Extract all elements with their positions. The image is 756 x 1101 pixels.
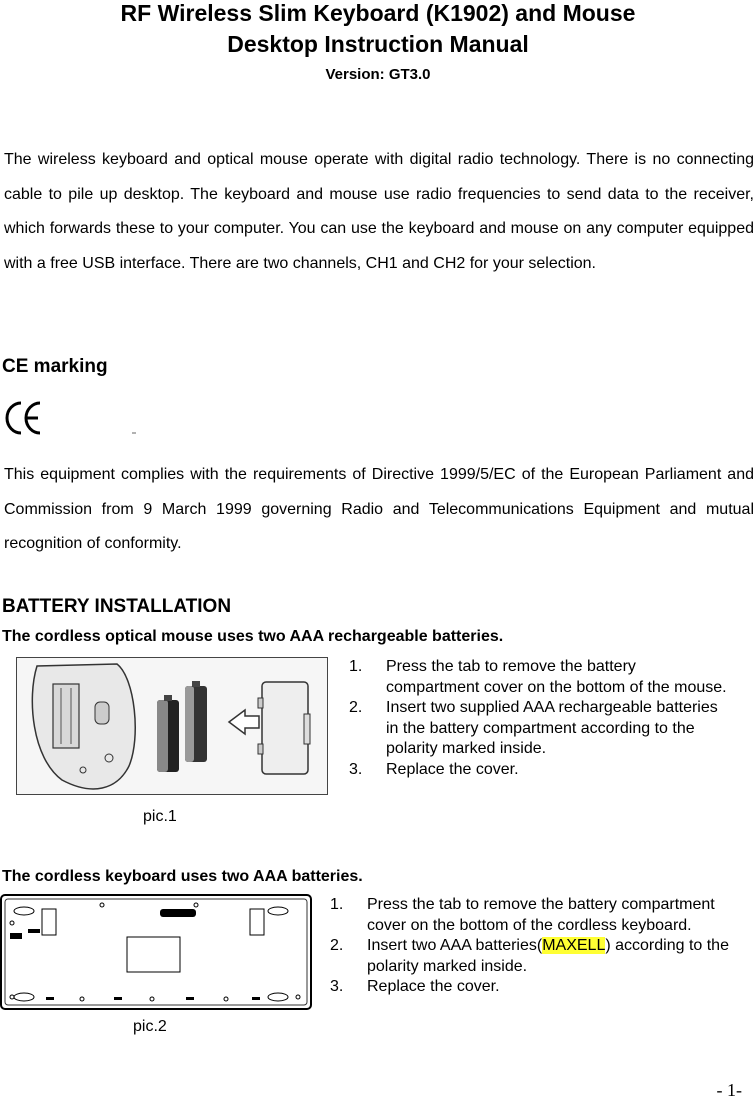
step-text: Replace the cover. xyxy=(367,978,500,995)
step-text: Press the tab to remove the battery compartment cover on the bottom of the mouse. xyxy=(386,658,727,696)
version-label: Version: GT3.0 xyxy=(325,66,431,83)
intro-paragraph: The wireless keyboard and optical mouse operate with digital radio technology. There is no connecting cable to pile up desktop. The keyboard and mouse use radio frequencies to send data to the receiver, which forwards these to your computer. You can use the keyboard and mouse on any computer equipped with a free USB interface. There are two channels, CH1 and CH2 for your selection. xyxy=(4,151,754,272)
list-item xyxy=(330,977,750,998)
step-text: Insert two AAA batteries( xyxy=(367,937,543,954)
list-item xyxy=(349,698,729,760)
step-number: 3. xyxy=(349,760,363,778)
step-number: 1. xyxy=(349,658,363,675)
list-item xyxy=(330,895,750,936)
document-title-line2: Desktop Instruction Manual xyxy=(227,31,529,57)
step-text: ) according to the polarity marked inside. xyxy=(367,937,729,975)
pic1-caption: pic.1 xyxy=(143,808,177,825)
list-item xyxy=(349,760,729,781)
battery-installation-heading: BATTERY INSTALLATION xyxy=(2,596,232,617)
step-text: Replace the cover. xyxy=(386,760,519,778)
mouse-battery-illustration xyxy=(16,657,328,795)
pic2-caption: pic.2 xyxy=(133,1018,167,1035)
mouse-steps-list xyxy=(349,657,729,780)
document-title-line1: RF Wireless Slim Keyboard (K1902) and Mouse xyxy=(120,0,636,26)
keyboard-battery-subheading: The cordless keyboard uses two AAA batteries. xyxy=(2,868,363,885)
step-number: 2. xyxy=(349,699,363,716)
highlighted-brand: MAXELL xyxy=(542,937,606,954)
keyboard-bottom-illustration xyxy=(0,893,320,1013)
step-text: Insert two supplied AAA rechargeable batteries in the battery compartment according to the polarity marked inside. xyxy=(386,699,718,757)
step-number: 1. xyxy=(330,896,344,913)
step-number: 2. xyxy=(330,937,344,954)
keyboard-steps-list xyxy=(330,895,750,998)
ce-compliance-paragraph: This equipment complies with the requirements of Directive 1999/5/EC of the European Parliament and Commission from 9 March 1999 governing Radio and Telecommunications Equipment and mutual recognition of conformity. xyxy=(4,466,754,552)
ce-mark-logo xyxy=(4,398,164,443)
mouse-battery-subheading: The cordless optical mouse uses two AAA rechargeable batteries. xyxy=(2,628,504,645)
step-number: 3. xyxy=(330,978,344,995)
page-number: - 1- xyxy=(716,1080,742,1100)
list-item xyxy=(330,936,750,977)
step-text: Press the tab to remove the battery compartment cover on the bottom of the cordless keyboard. xyxy=(367,896,715,934)
ce-marking-heading: CE marking xyxy=(2,356,108,377)
list-item xyxy=(349,657,729,698)
